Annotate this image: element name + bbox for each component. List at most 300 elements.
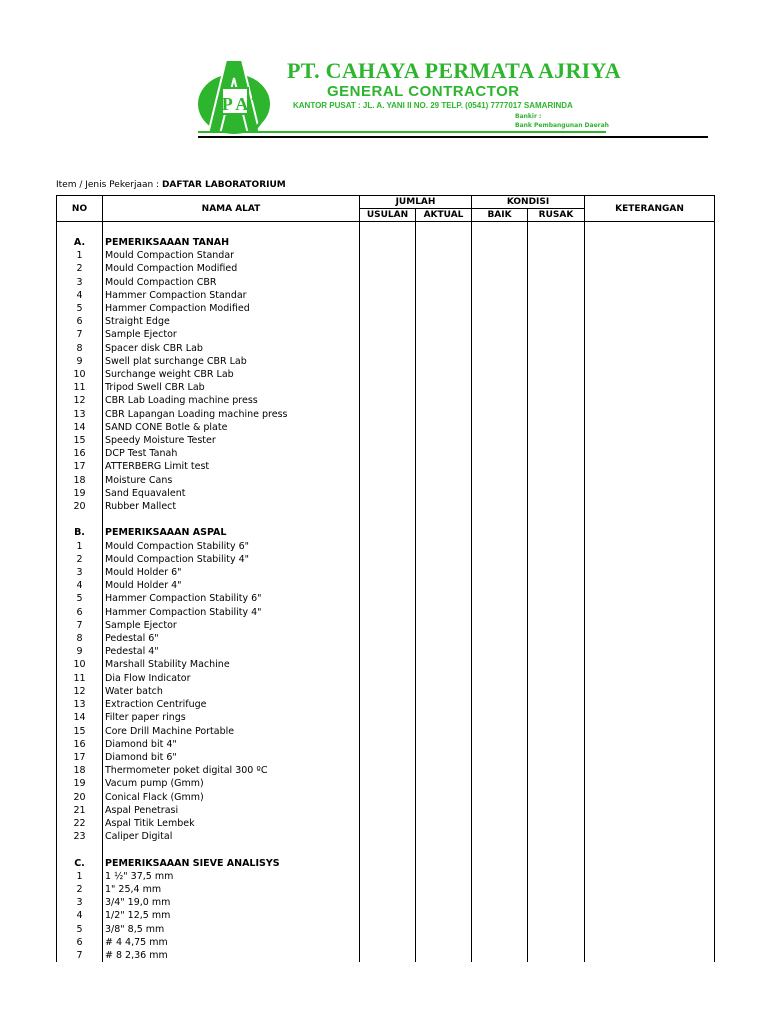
equipment-name: Aspal Titik Lembek xyxy=(103,817,360,830)
table-row xyxy=(57,328,715,341)
row-number xyxy=(57,513,103,526)
equipment-name: DCP Test Tanah xyxy=(103,447,360,460)
equipment-name: 3/8" 8,5 mm xyxy=(103,923,360,936)
table-row xyxy=(57,394,715,407)
row-number: 7 xyxy=(57,949,103,962)
keterangan-cell xyxy=(585,909,715,922)
header-green-rule xyxy=(198,131,606,133)
aktual-cell xyxy=(416,222,472,237)
row-number: 4 xyxy=(57,289,103,302)
rusak-cell xyxy=(528,751,585,764)
baik-cell xyxy=(472,857,528,870)
rusak-cell xyxy=(528,883,585,896)
keterangan-cell xyxy=(585,342,715,355)
aktual-cell xyxy=(416,764,472,777)
aktual-cell xyxy=(416,645,472,658)
aktual-cell xyxy=(416,619,472,632)
keterangan-cell xyxy=(585,368,715,381)
equipment-name: Surchange weight CBR Lab xyxy=(103,368,360,381)
equipment-name: Mould Compaction Stability 6" xyxy=(103,540,360,553)
row-number: 22 xyxy=(57,817,103,830)
aktual-cell xyxy=(416,658,472,671)
row-number: 7 xyxy=(57,619,103,632)
rusak-cell xyxy=(528,738,585,751)
keterangan-cell xyxy=(585,817,715,830)
usulan-cell xyxy=(360,791,416,804)
aktual-cell xyxy=(416,526,472,539)
rusak-cell xyxy=(528,791,585,804)
row-number: 2 xyxy=(57,553,103,566)
aktual-cell xyxy=(416,870,472,883)
rusak-cell xyxy=(528,658,585,671)
usulan-cell xyxy=(360,857,416,870)
baik-cell xyxy=(472,896,528,909)
table-row xyxy=(57,764,715,777)
baik-cell xyxy=(472,474,528,487)
aktual-cell xyxy=(416,606,472,619)
spacer-row xyxy=(57,843,715,856)
baik-cell xyxy=(472,619,528,632)
table-row xyxy=(57,447,715,460)
equipment-name: Swell plat surchange CBR Lab xyxy=(103,355,360,368)
keterangan-cell xyxy=(585,302,715,315)
keterangan-cell xyxy=(585,513,715,526)
table-row xyxy=(57,540,715,553)
usulan-cell xyxy=(360,513,416,526)
usulan-cell xyxy=(360,315,416,328)
aktual-cell xyxy=(416,474,472,487)
baik-cell xyxy=(472,566,528,579)
header-nama-alat: NAMA ALAT xyxy=(103,196,360,222)
usulan-cell xyxy=(360,553,416,566)
baik-cell xyxy=(472,487,528,500)
baik-cell xyxy=(472,447,528,460)
aktual-cell xyxy=(416,289,472,302)
spacer-row xyxy=(57,513,715,526)
keterangan-cell xyxy=(585,725,715,738)
aktual-cell xyxy=(416,302,472,315)
row-number: 3 xyxy=(57,896,103,909)
aktual-cell xyxy=(416,500,472,513)
usulan-cell xyxy=(360,222,416,237)
rusak-cell xyxy=(528,315,585,328)
keterangan-cell xyxy=(585,645,715,658)
baik-cell xyxy=(472,579,528,592)
row-number: 19 xyxy=(57,777,103,790)
keterangan-cell xyxy=(585,540,715,553)
usulan-cell xyxy=(360,355,416,368)
baik-cell xyxy=(472,328,528,341)
aktual-cell xyxy=(416,421,472,434)
aktual-cell xyxy=(416,685,472,698)
equipment-name: Hammer Compaction Modified xyxy=(103,302,360,315)
rusak-cell xyxy=(528,698,585,711)
equipment-name: Aspal Penetrasi xyxy=(103,804,360,817)
aktual-cell xyxy=(416,830,472,843)
equipment-name: PEMERIKSAAAN ASPAL xyxy=(103,526,360,539)
rusak-cell xyxy=(528,474,585,487)
aktual-cell xyxy=(416,355,472,368)
baik-cell xyxy=(472,725,528,738)
baik-cell xyxy=(472,434,528,447)
row-number: 4 xyxy=(57,909,103,922)
table-row xyxy=(57,566,715,579)
keterangan-cell xyxy=(585,579,715,592)
aktual-cell xyxy=(416,460,472,473)
equipment-name: Hammer Compaction Standar xyxy=(103,289,360,302)
baik-cell xyxy=(472,711,528,724)
row-number: 1 xyxy=(57,540,103,553)
rusak-cell xyxy=(528,566,585,579)
keterangan-cell xyxy=(585,447,715,460)
keterangan-cell xyxy=(585,394,715,407)
usulan-cell xyxy=(360,883,416,896)
usulan-cell xyxy=(360,751,416,764)
rusak-cell xyxy=(528,606,585,619)
keterangan-cell xyxy=(585,289,715,302)
baik-cell xyxy=(472,526,528,539)
keterangan-cell xyxy=(585,658,715,671)
keterangan-cell xyxy=(585,500,715,513)
company-address: KANTOR PUSAT : JL. A. YANI II NO. 29 TELP. (0541) 7777017 SAMARINDA xyxy=(293,101,573,110)
aktual-cell xyxy=(416,672,472,685)
usulan-cell xyxy=(360,302,416,315)
rusak-cell xyxy=(528,936,585,949)
baik-cell xyxy=(472,672,528,685)
usulan-cell xyxy=(360,526,416,539)
rusak-cell xyxy=(528,262,585,275)
keterangan-cell xyxy=(585,843,715,856)
usulan-cell xyxy=(360,777,416,790)
usulan-cell xyxy=(360,434,416,447)
baik-cell xyxy=(472,764,528,777)
table-row xyxy=(57,276,715,289)
row-number: 15 xyxy=(57,434,103,447)
row-number: 4 xyxy=(57,579,103,592)
table-row xyxy=(57,553,715,566)
row-number: 3 xyxy=(57,566,103,579)
equipment-name: Thermometer poket digital 300 ºC xyxy=(103,764,360,777)
usulan-cell xyxy=(360,672,416,685)
aktual-cell xyxy=(416,738,472,751)
equipment-name: Hammer Compaction Stability 6" xyxy=(103,592,360,605)
baik-cell xyxy=(472,222,528,237)
rusak-cell xyxy=(528,355,585,368)
row-number: 11 xyxy=(57,381,103,394)
baik-cell xyxy=(472,289,528,302)
equipment-name: # 4 4,75 mm xyxy=(103,936,360,949)
table-row xyxy=(57,421,715,434)
usulan-cell xyxy=(360,738,416,751)
table-row xyxy=(57,870,715,883)
rusak-cell xyxy=(528,526,585,539)
usulan-cell xyxy=(360,645,416,658)
equipment-name: Core Drill Machine Portable xyxy=(103,725,360,738)
row-number: B. xyxy=(57,526,103,539)
table-row xyxy=(57,936,715,949)
table-row xyxy=(57,830,715,843)
table-row xyxy=(57,460,715,473)
baik-cell xyxy=(472,368,528,381)
table-row xyxy=(57,315,715,328)
equipment-name: Mould Compaction Stability 4" xyxy=(103,553,360,566)
table-row xyxy=(57,777,715,790)
rusak-cell xyxy=(528,592,585,605)
rusak-cell xyxy=(528,923,585,936)
keterangan-cell xyxy=(585,632,715,645)
keterangan-cell xyxy=(585,857,715,870)
keterangan-cell xyxy=(585,236,715,249)
table-row xyxy=(57,645,715,658)
keterangan-cell xyxy=(585,592,715,605)
row-number: 6 xyxy=(57,315,103,328)
baik-cell xyxy=(472,909,528,922)
aktual-cell xyxy=(416,487,472,500)
baik-cell xyxy=(472,645,528,658)
keterangan-cell xyxy=(585,698,715,711)
baik-cell xyxy=(472,738,528,751)
banker-label: Bankir : xyxy=(515,113,542,120)
usulan-cell xyxy=(360,606,416,619)
equipment-name: 1/2" 12,5 mm xyxy=(103,909,360,922)
keterangan-cell xyxy=(585,460,715,473)
rusak-cell xyxy=(528,222,585,237)
baik-cell xyxy=(472,685,528,698)
letterhead xyxy=(0,0,768,140)
rusak-cell xyxy=(528,870,585,883)
keterangan-cell xyxy=(585,685,715,698)
usulan-cell xyxy=(360,394,416,407)
equipment-name: PEMERIKSAAAN SIEVE ANALISYS xyxy=(103,857,360,870)
keterangan-cell xyxy=(585,896,715,909)
rusak-cell xyxy=(528,843,585,856)
usulan-cell xyxy=(360,474,416,487)
section-row xyxy=(57,236,715,249)
row-number: 1 xyxy=(57,870,103,883)
table-row xyxy=(57,909,715,922)
header-keterangan: KETERANGAN xyxy=(585,196,715,222)
baik-cell xyxy=(472,421,528,434)
table-row xyxy=(57,474,715,487)
row-number: 13 xyxy=(57,698,103,711)
row-number: 20 xyxy=(57,500,103,513)
rusak-cell xyxy=(528,764,585,777)
table-row xyxy=(57,592,715,605)
table-row xyxy=(57,368,715,381)
rusak-cell xyxy=(528,342,585,355)
header-jumlah: JUMLAH xyxy=(360,196,472,209)
keterangan-cell xyxy=(585,923,715,936)
equipment-name: Sample Ejector xyxy=(103,328,360,341)
equipment-name: Extraction Centrifuge xyxy=(103,698,360,711)
baik-cell xyxy=(472,843,528,856)
usulan-cell xyxy=(360,487,416,500)
baik-cell xyxy=(472,751,528,764)
usulan-cell xyxy=(360,540,416,553)
rusak-cell xyxy=(528,619,585,632)
rusak-cell xyxy=(528,949,585,962)
table-row xyxy=(57,487,715,500)
row-number: A. xyxy=(57,236,103,249)
usulan-cell xyxy=(360,381,416,394)
usulan-cell xyxy=(360,764,416,777)
table-row xyxy=(57,381,715,394)
table-row xyxy=(57,896,715,909)
rusak-cell xyxy=(528,236,585,249)
aktual-cell xyxy=(416,804,472,817)
table-row xyxy=(57,408,715,421)
banker-name: Bank Pembangunan Daerah xyxy=(515,122,609,129)
rusak-cell xyxy=(528,711,585,724)
aktual-cell xyxy=(416,883,472,896)
aktual-cell xyxy=(416,434,472,447)
keterangan-cell xyxy=(585,355,715,368)
aktual-cell xyxy=(416,592,472,605)
baik-cell xyxy=(472,923,528,936)
usulan-cell xyxy=(360,896,416,909)
table-row xyxy=(57,817,715,830)
rusak-cell xyxy=(528,817,585,830)
baik-cell xyxy=(472,658,528,671)
baik-cell xyxy=(472,276,528,289)
keterangan-cell xyxy=(585,711,715,724)
aktual-cell xyxy=(416,566,472,579)
aktual-cell xyxy=(416,909,472,922)
row-number: 19 xyxy=(57,487,103,500)
keterangan-cell xyxy=(585,381,715,394)
baik-cell xyxy=(472,817,528,830)
keterangan-cell xyxy=(585,553,715,566)
table-row xyxy=(57,725,715,738)
row-number: 3 xyxy=(57,276,103,289)
equipment-name: Mould Holder 4" xyxy=(103,579,360,592)
rusak-cell xyxy=(528,408,585,421)
keterangan-cell xyxy=(585,738,715,751)
section-row xyxy=(57,857,715,870)
equipment-name: Spacer disk CBR Lab xyxy=(103,342,360,355)
baik-cell xyxy=(472,606,528,619)
header-black-rule xyxy=(198,136,708,138)
keterangan-cell xyxy=(585,949,715,962)
baik-cell xyxy=(472,302,528,315)
usulan-cell xyxy=(360,249,416,262)
rusak-cell xyxy=(528,540,585,553)
table-row xyxy=(57,804,715,817)
aktual-cell xyxy=(416,540,472,553)
keterangan-cell xyxy=(585,672,715,685)
aktual-cell xyxy=(416,381,472,394)
table-row xyxy=(57,579,715,592)
equipment-name: Caliper Digital xyxy=(103,830,360,843)
rusak-cell xyxy=(528,447,585,460)
keterangan-cell xyxy=(585,764,715,777)
equipment-name: Water batch xyxy=(103,685,360,698)
aktual-cell xyxy=(416,342,472,355)
aktual-cell xyxy=(416,777,472,790)
equipment-name: Mould Compaction CBR xyxy=(103,276,360,289)
aktual-cell xyxy=(416,632,472,645)
rusak-cell xyxy=(528,302,585,315)
rusak-cell xyxy=(528,830,585,843)
row-number: 20 xyxy=(57,791,103,804)
rusak-cell xyxy=(528,553,585,566)
row-number: 14 xyxy=(57,711,103,724)
table-row xyxy=(57,434,715,447)
header-baik: BAIK xyxy=(472,209,528,222)
row-number: 14 xyxy=(57,421,103,434)
row-number: 17 xyxy=(57,751,103,764)
equipment-name: Dia Flow Indicator xyxy=(103,672,360,685)
keterangan-cell xyxy=(585,315,715,328)
equipment-name xyxy=(103,843,360,856)
table-row xyxy=(57,738,715,751)
aktual-cell xyxy=(416,843,472,856)
usulan-cell xyxy=(360,830,416,843)
rusak-cell xyxy=(528,896,585,909)
table-row xyxy=(57,342,715,355)
usulan-cell xyxy=(360,328,416,341)
rusak-cell xyxy=(528,487,585,500)
rusak-cell xyxy=(528,909,585,922)
usulan-cell xyxy=(360,276,416,289)
equipment-name: Tripod Swell CBR Lab xyxy=(103,381,360,394)
equipment-name: Sample Ejector xyxy=(103,619,360,632)
row-number: 5 xyxy=(57,302,103,315)
keterangan-cell xyxy=(585,434,715,447)
table-row xyxy=(57,791,715,804)
baik-cell xyxy=(472,791,528,804)
aktual-cell xyxy=(416,791,472,804)
table-row xyxy=(57,500,715,513)
row-number: 6 xyxy=(57,936,103,949)
aktual-cell xyxy=(416,698,472,711)
usulan-cell xyxy=(360,236,416,249)
usulan-cell xyxy=(360,592,416,605)
usulan-cell xyxy=(360,632,416,645)
equipment-table xyxy=(56,195,715,962)
aktual-cell xyxy=(416,579,472,592)
row-number: 2 xyxy=(57,883,103,896)
rusak-cell xyxy=(528,857,585,870)
row-number: 8 xyxy=(57,632,103,645)
header-aktual: AKTUAL xyxy=(416,209,472,222)
row-number: 13 xyxy=(57,408,103,421)
baik-cell xyxy=(472,936,528,949)
work-item-value: DAFTAR LABORATORIUM xyxy=(161,180,286,190)
equipment-name: PEMERIKSAAAN TANAH xyxy=(103,236,360,249)
keterangan-cell xyxy=(585,262,715,275)
usulan-cell xyxy=(360,619,416,632)
usulan-cell xyxy=(360,368,416,381)
keterangan-cell xyxy=(585,804,715,817)
keterangan-cell xyxy=(585,222,715,237)
row-number: 6 xyxy=(57,606,103,619)
aktual-cell xyxy=(416,328,472,341)
baik-cell xyxy=(472,804,528,817)
usulan-cell xyxy=(360,804,416,817)
usulan-cell xyxy=(360,447,416,460)
aktual-cell xyxy=(416,711,472,724)
row-number: 12 xyxy=(57,394,103,407)
keterangan-cell xyxy=(585,830,715,843)
baik-cell xyxy=(472,632,528,645)
baik-cell xyxy=(472,394,528,407)
row-number: 8 xyxy=(57,342,103,355)
company-subtitle: GENERAL CONTRACTOR xyxy=(327,83,520,100)
baik-cell xyxy=(472,540,528,553)
equipment-name: Hammer Compaction Stability 4" xyxy=(103,606,360,619)
usulan-cell xyxy=(360,949,416,962)
